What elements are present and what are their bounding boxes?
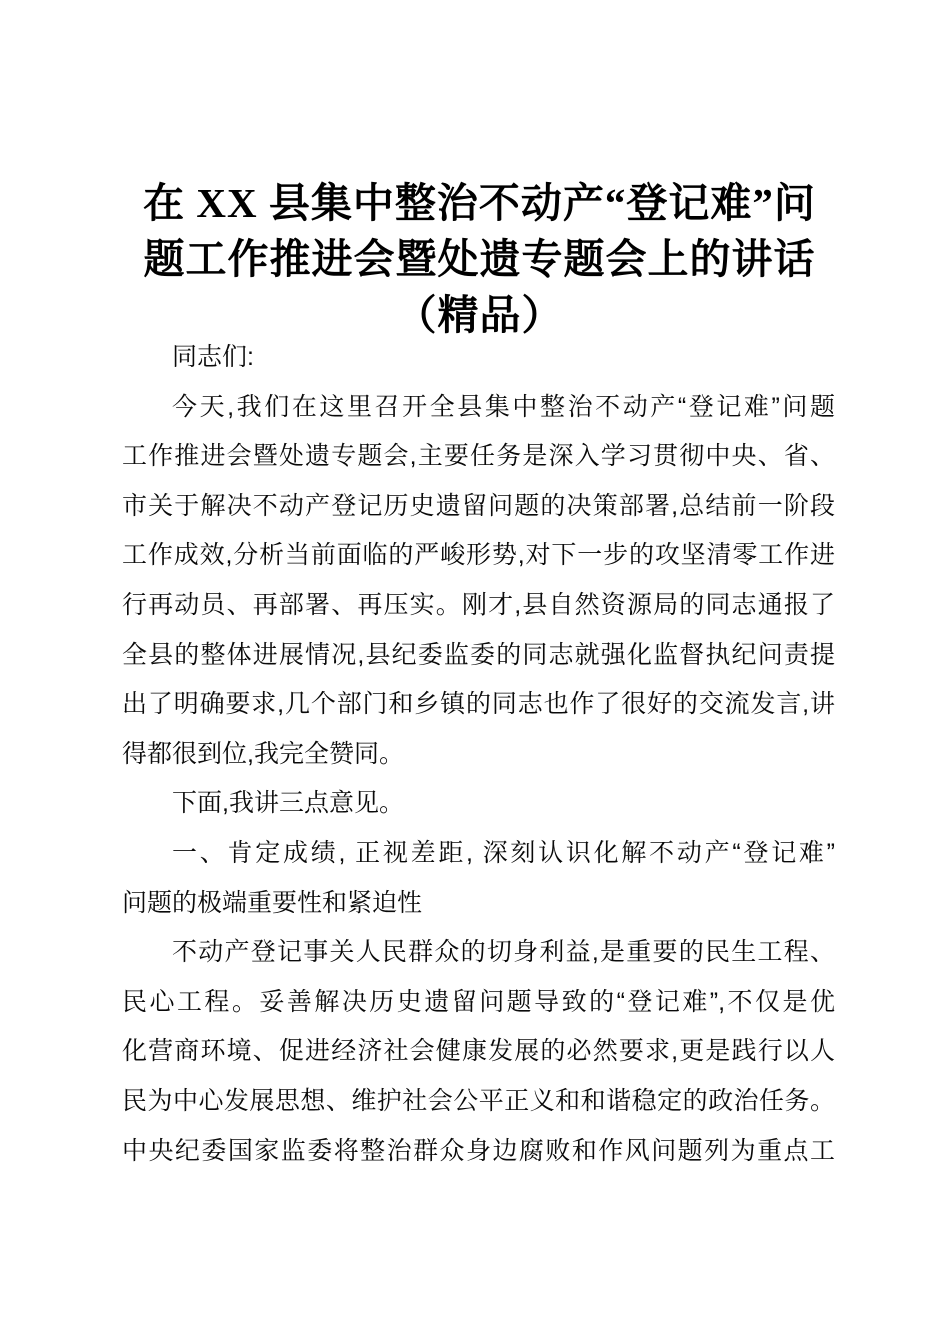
text-line: 工作成效,分析当前面临的严峻形势,对下一步的攻坚清零工作进 [122,541,835,570]
text-line: 中央纪委国家监委将整治群众身边腐败和作风问题列为重点工 [122,1136,835,1165]
text-line: 全县的整体进展情况,县纪委监委的同志就强化监督执纪问责提 [122,640,835,669]
text-line: 工作推进会暨处遗专题会,主要任务是深入学习贯彻中央、省、 [122,442,835,471]
text-line: 下面,我讲三点意见。 [172,789,404,818]
document-title [122,175,837,343]
title-line: （精品） [395,292,564,338]
paragraph [122,779,835,829]
text-line: 行再动员、再部署、再压实。刚才,县自然资源局的同志通报了 [122,590,835,619]
text-line: 民心工程。妥善解决历史遗留问题导致的“登记难”,不仅是优 [122,987,835,1016]
text-line: 化营商环境、促进经济社会健康发展的必然要求,更是践行以人 [122,1037,835,1066]
text-line: 一、肯定成绩, 正视差距, 深刻认识化解不动产“登记难” [172,838,835,867]
text-line: 民为中心发展思想、维护社会公平正义和和谐稳定的政治任务。 [122,1086,835,1115]
text-line: 今天,我们在这里召开全县集中整治不动产“登记难”问题 [172,392,835,421]
text-line: 同志们: [172,343,254,371]
document-body [122,333,835,1176]
paragraph [122,928,835,1176]
text-line: 问题的极端重要性和紧迫性 [122,888,423,917]
title-line: 在 XX 县集中整治不动产“登记难”问 [143,180,816,226]
text-line: 得都很到位,我完全赞同。 [122,739,404,768]
text-line: 市关于解决不动产登记历史遗留问题的决策部署,总结前一阶段 [122,491,835,520]
text-line: 不动产登记事关人民群众的切身利益,是重要的民生工程、 [172,938,835,967]
text-line: 出了明确要求,几个部门和乡镇的同志也作了很好的交流发言,讲 [122,690,835,719]
section-heading [122,829,835,928]
paragraph [122,383,835,780]
title-line: 题工作推进会暨处遗专题会上的讲话 [143,236,816,282]
